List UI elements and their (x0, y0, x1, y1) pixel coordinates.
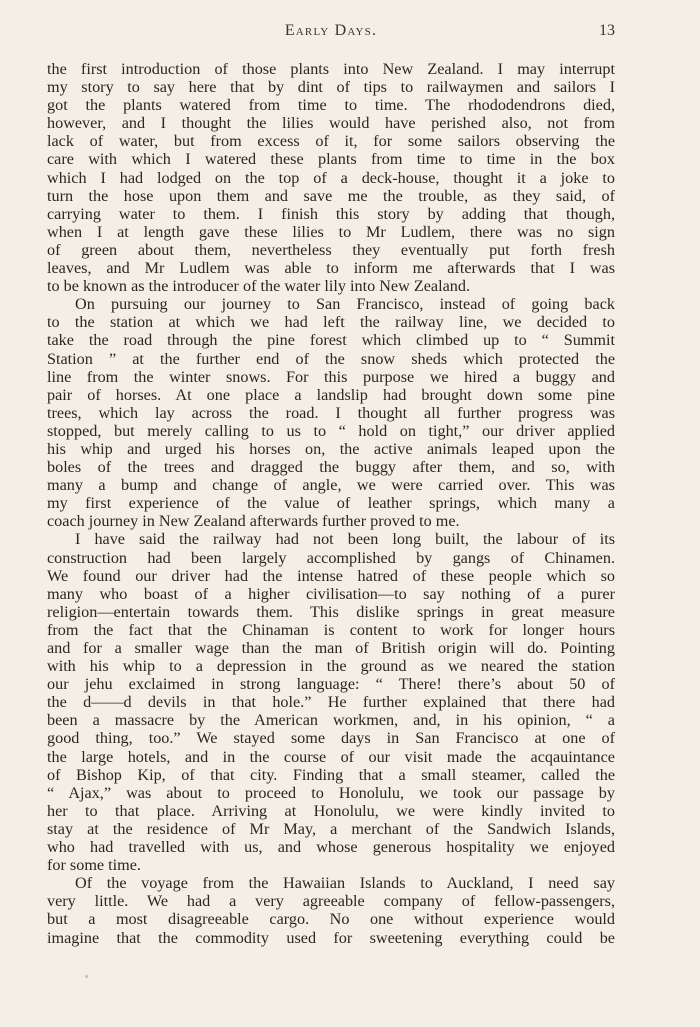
text-line: but a most disagreeable cargo. No one without experience would (47, 910, 615, 929)
text-line: many who boast of a higher civilisation—to say nothing of a purer (47, 584, 615, 603)
text-line: the large hotels, and in the course of our visit made the acqauintance (47, 747, 615, 766)
text-line: stopped, but merely calling to us to “ hold on tight,” our driver applied (47, 421, 615, 440)
text-line: leaves, and Mr Ludlem was able to inform me afterwards that I was (47, 259, 615, 278)
text-line: imagine that the commodity used for sweetening everything could be (47, 928, 615, 947)
paragraph (47, 295, 615, 530)
text-line: good thing, too.” We stayed some days in San Francisco at one of (47, 729, 615, 748)
text-line: boles of the trees and dragged the buggy after them, and so, with (47, 458, 615, 477)
text-line: I have said the railway had not been long built, the labour of its (75, 530, 615, 549)
text-line: her to that place. Arriving at Honolulu, we were kindly invited to (47, 801, 615, 820)
body-text (47, 60, 615, 947)
text-line: many a bump and change of angle, we were carried over. This was (47, 476, 615, 495)
text-line: lack of water, but from excess of it, for some sailors observing the (47, 132, 615, 151)
text-line: stay at the residence of Mr May, a merchant of the Sandwich Islands, (47, 819, 615, 838)
text-line: with his whip to a depression in the ground as we neared the station (47, 657, 615, 676)
text-line: however, and I thought the lilies would have perished also, not from (47, 114, 615, 133)
paragraph (47, 530, 615, 874)
text-line: which I had lodged on the top of a deck-house, thought it a joke to (47, 168, 615, 187)
text-line: religion—entertain towards them. This dislike springs in great measure (47, 602, 615, 621)
text-line: and for a smaller wage than the man of British origin will do. Pointing (47, 639, 615, 657)
page-header (47, 22, 615, 46)
text-line: Of the voyage from the Hawaiian Islands to Auckland, I need say (75, 874, 615, 893)
text-line: got the plants watered from time to time. The rhododendrons died, (47, 96, 615, 115)
text-line: my story to say here that by dint of tips to railwaymen and sailors I (47, 78, 615, 97)
text-line: the d——d devils in that hole.” He further explained that there had (47, 693, 615, 712)
paragraph (47, 874, 615, 946)
text-line: the first introduction of those plants into New Zealand. I may interrupt (47, 60, 615, 78)
text-line: care with which I watered these plants from time to time in the box (47, 150, 615, 169)
text-line: who had travelled with us, and whose generous hospitality we enjoyed (47, 838, 615, 857)
text-line: been a massacre by the American workmen, and, in his opinion, “ a (47, 711, 615, 730)
text-line: take the road through the pine forest which climbed up to “ Summit (47, 331, 615, 350)
text-line: very little. We had a very agreeable company of fellow-passengers, (47, 892, 615, 911)
text-line: Station ” at the further end of the snow sheds which protected the (47, 349, 615, 368)
text-line: our jehu exclaimed in strong language: “ There! there’s about 50 of (47, 675, 615, 694)
running-head: Early Days. (284, 22, 378, 39)
text-line: trees, which lay across the road. I thought all further progress was (47, 403, 615, 422)
text-line: of green about them, nevertheless they eventually put forth fresh (47, 240, 615, 259)
text-line: coach journey in New Zealand afterwards further proved to me. (47, 512, 460, 531)
text-line: We found our driver had the intense hatred of these people which so (47, 566, 615, 585)
text-line: to be known as the introducer of the water lily into New Zealand. (47, 277, 470, 296)
text-line: from the fact that the Chinaman is content to work for longer hours (47, 620, 615, 639)
text-line: carrying water to them. I finish this story by adding that though, (47, 204, 615, 223)
paper-speck (85, 975, 88, 978)
text-line: pair of horses. At one place a landslip had brought down some pine (47, 385, 615, 404)
text-line: “ Ajax,” was about to proceed to Honolulu, we took our passage by (47, 783, 615, 802)
text-line: for some time. (47, 856, 141, 875)
text-line: On pursuing our journey to San Francisco, instead of going back (75, 295, 615, 314)
text-line: my first experience of the value of leather springs, which many a (47, 494, 615, 513)
text-line: turn the hose upon them and save me the trouble, as they said, of (47, 186, 615, 205)
text-line: to the station at which we had left the railway line, we decided to (47, 313, 615, 332)
page-number: 13 (599, 22, 615, 39)
text-line: construction had been largely accomplished by gangs of Chinamen. (47, 548, 615, 567)
paragraph (47, 60, 615, 295)
text-line: of Bishop Kip, of that city. Finding that a small steamer, called the (47, 765, 615, 784)
text-line: his whip and urged his horses on, the active animals leaped upon the (47, 439, 615, 458)
text-line: when I at length gave these lilies to Mr Ludlem, there was no sign (47, 222, 615, 241)
text-line: line from the winter snows. For this purpose we hired a buggy and (47, 367, 615, 386)
